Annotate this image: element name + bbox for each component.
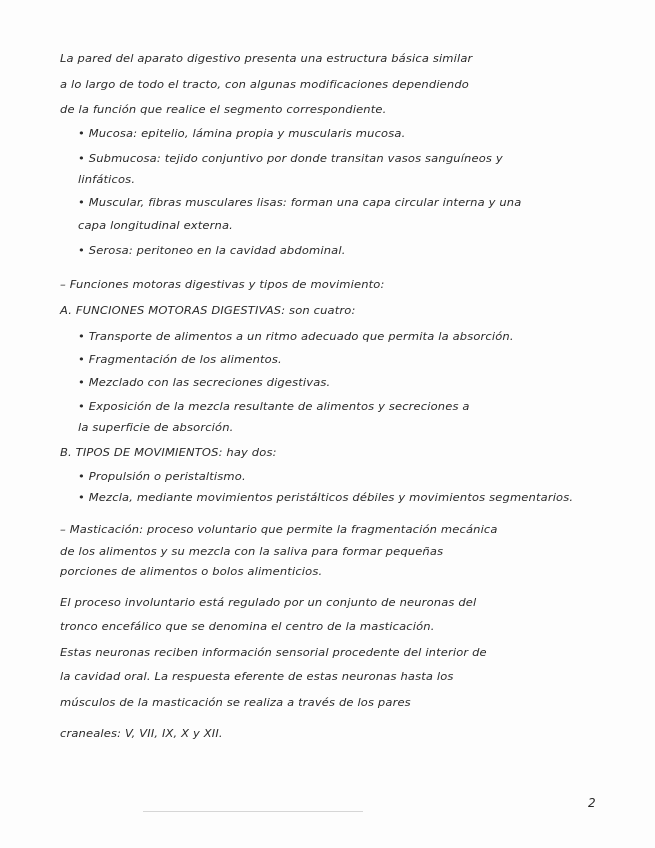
bullet-item: • Fragmentación de los alimentos.: [78, 353, 282, 366]
bullet-item: • Serosa: peritoneo en la cavidad abdominal.: [78, 244, 346, 257]
text-line: la cavidad oral. La respuesta eferente de estas neuronas hasta los: [60, 670, 454, 683]
footer-divider: [143, 811, 363, 812]
text-line: músculos de la masticación se realiza a través de los pares: [60, 696, 411, 709]
text-line: linfáticos.: [78, 173, 136, 186]
text-line: craneales: V, VII, IX, X y XII.: [60, 727, 223, 740]
section-heading: – Masticación: proceso voluntario que permite la fragmentación mecánica: [60, 523, 498, 536]
bullet-item: • Mezclado con las secreciones digestivas.: [78, 376, 331, 389]
text-line: La pared del aparato digestivo presenta una estructura básica similar: [60, 52, 473, 65]
subsection-heading: B. TIPOS DE MOVIMIENTOS: hay dos:: [60, 446, 277, 459]
subsection-heading: A. FUNCIONES MOTORAS DIGESTIVAS: son cuatro:: [60, 304, 356, 317]
section-heading: – Funciones motoras digestivas y tipos de movimiento:: [60, 278, 385, 291]
bullet-item: • Exposición de la mezcla resultante de alimentos y secreciones a: [78, 400, 470, 413]
bullet-item: • Propulsión o peristaltismo.: [78, 470, 246, 483]
bullet-item: • Mezcla, mediante movimientos peristálticos débiles y movimientos segmentarios.: [78, 491, 574, 504]
page-number: 2: [588, 796, 596, 810]
text-line: la superficie de absorción.: [78, 421, 234, 434]
text-line: Estas neuronas reciben información sensorial procedente del interior de: [60, 646, 487, 659]
text-line: tronco encefálico que se denomina el centro de la masticación.: [60, 620, 435, 633]
text-line: porciones de alimentos o bolos alimenticios.: [60, 565, 323, 578]
text-line: de los alimentos y su mezcla con la saliva para formar pequeñas: [60, 545, 444, 558]
text-line: El proceso involuntario está regulado por un conjunto de neuronas del: [60, 596, 477, 609]
text-line: de la función que realice el segmento correspondiente.: [60, 103, 387, 116]
bullet-item: • Mucosa: epitelio, lámina propia y muscularis mucosa.: [78, 127, 406, 140]
text-line: capa longitudinal externa.: [78, 219, 233, 232]
text-line: a lo largo de todo el tracto, con algunas modificaciones dependiendo: [60, 78, 469, 91]
bullet-item: • Transporte de alimentos a un ritmo adecuado que permita la absorción.: [78, 330, 514, 343]
bullet-item: • Muscular, fibras musculares lisas: forman una capa circular interna y una: [78, 196, 522, 209]
bullet-item: • Submucosa: tejido conjuntivo por donde transitan vasos sanguíneos y: [78, 152, 503, 165]
